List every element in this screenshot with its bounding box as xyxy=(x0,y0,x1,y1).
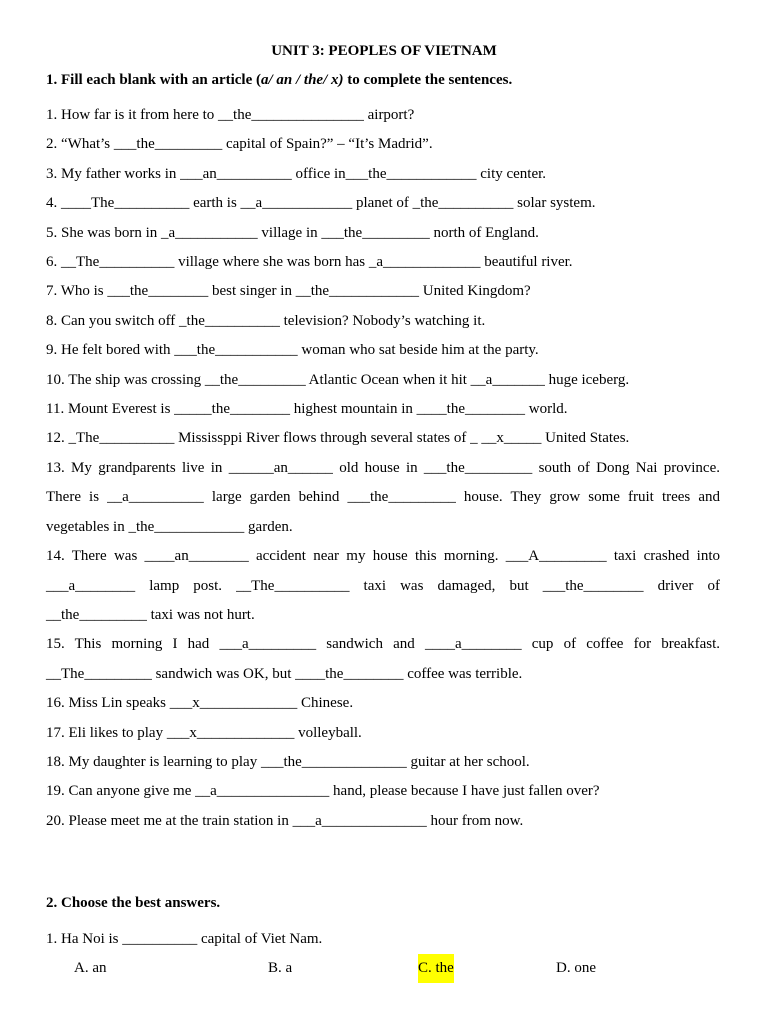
question-item: 5. She was born in _a___________ village in ___the_________ north of England. xyxy=(46,224,539,241)
question-item: 9. He felt bored with ___the___________ woman who sat beside him at the party. xyxy=(46,342,539,359)
question-item: 4. ____The__________ earth is __a____________ planet of _the__________ solar system. xyxy=(46,195,596,212)
question-item: 1. How far is it from here to __the_______________ airport? xyxy=(46,107,415,123)
question-item: 11. Mount Everest is _____the________ highest mountain in ____the________ world. xyxy=(46,401,568,418)
mc-option[interactable]: B. a xyxy=(268,960,293,977)
mc-option[interactable]: C. the xyxy=(418,954,454,983)
mc-option[interactable]: D. one xyxy=(556,960,596,977)
section-1-heading-tail: to complete the sentences. xyxy=(343,72,513,88)
mc-options xyxy=(46,954,720,983)
question-item: 19. Can anyone give me __a_______________ hand, please because I have just fallen over? xyxy=(46,783,600,800)
question-item: 8. Can you switch off _the__________ television? Nobody’s watching it. xyxy=(46,312,486,329)
section-1-heading-text: Fill each blank with an article ( xyxy=(57,72,261,88)
section-1-heading xyxy=(46,72,512,89)
page-title: UNIT 3: PEOPLES OF VIETNAM xyxy=(271,43,497,59)
question-item: 20. Please meet me at the train station in ___a______________ hour from now. xyxy=(46,812,524,829)
question-list xyxy=(46,101,720,836)
question-item: 16. Miss Lin speaks ___x_____________ Chinese. xyxy=(46,695,354,712)
question-item: 14. There was ____an________ accident near my house this morning. ___A_________ taxi crashed into ___a________ lamp post. __The__________ taxi was damaged, but ___the________ driver of __the_________ taxi was not hurt. xyxy=(46,548,720,623)
question-item: 3. My father works in ___an__________ office in___the____________ city center. xyxy=(46,165,547,182)
question-item: 12. _The__________ Mississppi River flows through several states of _ __x_____ United States. xyxy=(46,430,630,447)
question-item: 18. My daughter is learning to play ___the______________ guitar at her school. xyxy=(46,753,530,770)
section-1-number: 1. xyxy=(46,72,58,88)
question-item: 13. My grandparents live in ______an______ old house in ___the_________ south of Dong Nai province. There is __a__________ large garden behind ___the_________ house. They grow some fruit trees and vegetables in _the____________ garden. xyxy=(46,459,720,535)
question-item: 10. The ship was crossing __the_________ Atlantic Ocean when it hit __a_______ huge iceberg. xyxy=(46,371,630,388)
section-1-heading-articles: a/ an / the/ x) xyxy=(261,72,344,88)
question-item: 15. This morning I had ___a_________ sandwich and ____a________ cup of coffee for breakfast. __The_________ sandwich was OK, but ____the________ coffee was terrible. xyxy=(46,636,720,682)
mc-question-text: 1. Ha Noi is __________ capital of Viet Nam. xyxy=(46,931,323,947)
question-item: 6. __The__________ village where she was born has _a_____________ beautiful river. xyxy=(46,254,573,271)
mc-option[interactable]: A. an xyxy=(74,960,107,977)
section-2-heading: 2. Choose the best answers. xyxy=(46,895,221,911)
question-item: 17. Eli likes to play ___x_____________ volleyball. xyxy=(46,724,362,741)
multiple-choice-list xyxy=(46,925,720,983)
question-item: 7. Who is ___the________ best singer in __the____________ United Kingdom? xyxy=(46,283,531,300)
question-item: 2. “What’s ___the_________ capital of Spain?” – “It’s Madrid”. xyxy=(46,136,433,153)
